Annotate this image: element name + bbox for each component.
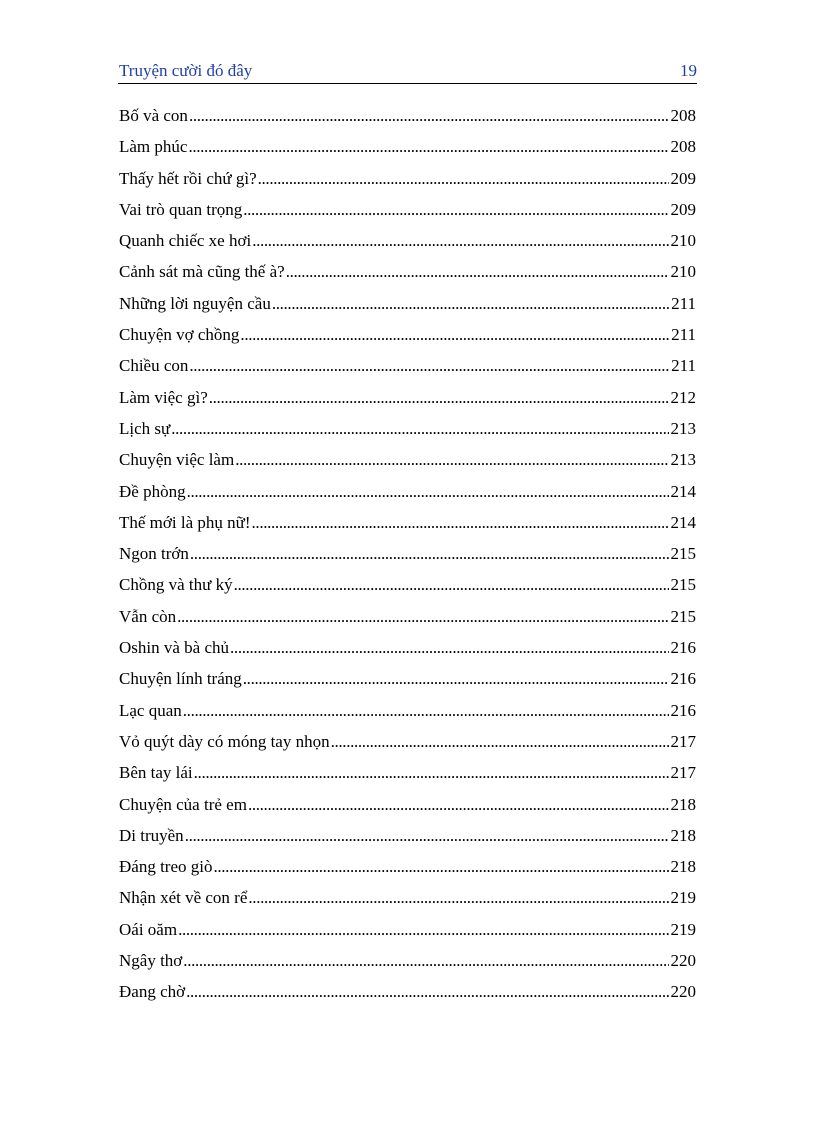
toc-entry-page: 210 <box>670 262 696 282</box>
dot-leader <box>252 507 669 538</box>
toc-entry-page: 218 <box>670 825 696 845</box>
toc-entry <box>119 882 696 913</box>
toc-entry-page: 216 <box>670 700 696 720</box>
toc-entry-page: 215 <box>670 606 696 626</box>
toc-entry-title: Thấy hết rồi chứ gì? <box>119 168 257 188</box>
toc-entry-title: Đáng treo giò <box>119 857 213 877</box>
toc-entry-title: Những lời nguyện cầu <box>119 293 271 313</box>
page-number: 19 <box>680 61 697 80</box>
table-of-contents <box>119 100 696 1008</box>
toc-entry-title: Chuyện lính tráng <box>119 669 242 689</box>
toc-entry <box>119 757 696 788</box>
toc-entry-page: 217 <box>670 731 696 751</box>
toc-entry-title: Vẫn còn <box>119 606 177 626</box>
toc-entry <box>119 350 696 381</box>
toc-entry-page: 212 <box>670 387 696 407</box>
dot-leader <box>240 319 669 350</box>
toc-entry-page: 211 <box>671 293 696 313</box>
toc-entry <box>119 914 696 945</box>
toc-entry <box>119 538 696 569</box>
toc-entry-title: Quanh chiếc xe hơi <box>119 231 252 251</box>
toc-entry <box>119 476 696 507</box>
toc-entry-page: 219 <box>670 888 696 908</box>
toc-entry <box>119 131 696 162</box>
dot-leader <box>272 288 669 319</box>
toc-entry-title: Cảnh sát mà cũng thế à? <box>119 262 285 282</box>
toc-entry-title: Chuyện vợ chồng <box>119 325 240 345</box>
toc-entry <box>119 851 696 882</box>
toc-entry-title: Đề phòng <box>119 481 186 501</box>
toc-entry-page: 216 <box>670 638 696 658</box>
toc-entry-page: 209 <box>670 168 696 188</box>
toc-entry <box>119 163 696 194</box>
dot-leader <box>178 914 668 945</box>
dot-leader <box>183 945 668 976</box>
toc-entry-title: Đang chờ <box>119 982 186 1002</box>
dot-leader <box>190 538 669 569</box>
toc-entry-page: 218 <box>670 794 696 814</box>
toc-entry-title: Chuyện việc làm <box>119 450 235 470</box>
toc-entry <box>119 319 696 350</box>
dot-leader <box>177 601 668 632</box>
toc-entry <box>119 288 696 319</box>
dot-leader <box>187 476 669 507</box>
page-header <box>118 61 697 84</box>
dot-leader <box>188 131 668 162</box>
dot-leader <box>235 444 668 475</box>
toc-entry-title: Lịch sự <box>119 418 171 438</box>
toc-entry-page: 208 <box>670 106 696 125</box>
toc-entry-title: Chiều con <box>119 356 189 376</box>
toc-entry-page: 211 <box>671 356 696 376</box>
dot-leader <box>183 695 669 726</box>
toc-entry-page: 214 <box>670 481 696 501</box>
dot-leader <box>234 569 669 600</box>
running-header-title: Truyện cười đó đây <box>119 61 253 80</box>
toc-entry <box>119 976 696 1007</box>
toc-entry-title: Vỏ quýt dày có móng tay nhọn <box>119 731 330 751</box>
dot-leader <box>252 225 668 256</box>
toc-entry-title: Oshin và bà chủ <box>119 638 230 658</box>
toc-entry <box>119 820 696 851</box>
toc-entry <box>119 507 696 538</box>
dot-leader <box>171 413 668 444</box>
toc-entry-title: Làm việc gì? <box>119 387 208 407</box>
dot-leader <box>186 976 668 1007</box>
dot-leader <box>243 194 668 225</box>
toc-entry <box>119 413 696 444</box>
toc-entry <box>119 569 696 600</box>
toc-entry-title: Vai trò quan trọng <box>119 199 243 219</box>
toc-entry-page: 216 <box>670 669 696 689</box>
dot-leader <box>213 851 668 882</box>
toc-entry-page: 215 <box>670 544 696 564</box>
toc-entry <box>119 382 696 413</box>
dot-leader <box>185 820 669 851</box>
toc-entry-page: 213 <box>670 418 696 438</box>
toc-entry-title: Ngon trớn <box>119 544 189 564</box>
toc-entry <box>119 695 696 726</box>
toc-entry-title: Chuyện của trẻ em <box>119 794 247 814</box>
toc-entry-title: Thế mới là phụ nữ! <box>119 512 251 532</box>
dot-leader <box>248 789 669 820</box>
toc-entry-page: 214 <box>670 512 696 532</box>
toc-entry-page: 220 <box>670 951 696 971</box>
dot-leader <box>331 726 669 757</box>
toc-entry-title: Bố và con <box>119 106 188 125</box>
dot-leader <box>248 882 668 913</box>
toc-entry <box>119 945 696 976</box>
toc-entry-page: 217 <box>670 763 696 783</box>
toc-entry <box>119 194 696 225</box>
dot-leader <box>194 757 669 788</box>
toc-entry-page: 220 <box>670 982 696 1002</box>
toc-entry-title: Làm phúc <box>119 137 188 157</box>
toc-entry <box>119 726 696 757</box>
toc-entry-page: 218 <box>670 857 696 877</box>
dot-leader <box>286 256 669 287</box>
dot-leader <box>243 663 669 694</box>
toc-entry <box>119 632 696 663</box>
toc-entry-page: 213 <box>670 450 696 470</box>
toc-entry-page: 211 <box>671 325 696 345</box>
dot-leader <box>189 350 669 381</box>
dot-leader <box>258 163 669 194</box>
dot-leader <box>189 100 669 131</box>
toc-entry <box>119 256 696 287</box>
toc-entry <box>119 100 696 131</box>
toc-entry-title: Bên tay lái <box>119 763 193 783</box>
toc-entry <box>119 663 696 694</box>
toc-entry-title: Chồng và thư ký <box>119 575 233 595</box>
toc-entry-title: Nhận xét về con rể <box>119 888 248 908</box>
toc-entry <box>119 789 696 820</box>
toc-entry <box>119 444 696 475</box>
toc-entry-page: 208 <box>670 137 696 157</box>
toc-entry <box>119 225 696 256</box>
toc-entry-title: Ngây thơ <box>119 951 183 971</box>
toc-entry-page: 215 <box>670 575 696 595</box>
toc-entry-page: 209 <box>670 199 696 219</box>
dot-leader <box>209 382 669 413</box>
toc-entry-title: Oái oăm <box>119 919 178 939</box>
toc-entry-page: 219 <box>670 919 696 939</box>
toc-entry-title: Di truyền <box>119 825 184 845</box>
toc-entry-page: 210 <box>670 231 696 251</box>
toc-entry-title: Lạc quan <box>119 700 182 720</box>
toc-entry <box>119 601 696 632</box>
dot-leader <box>230 632 668 663</box>
